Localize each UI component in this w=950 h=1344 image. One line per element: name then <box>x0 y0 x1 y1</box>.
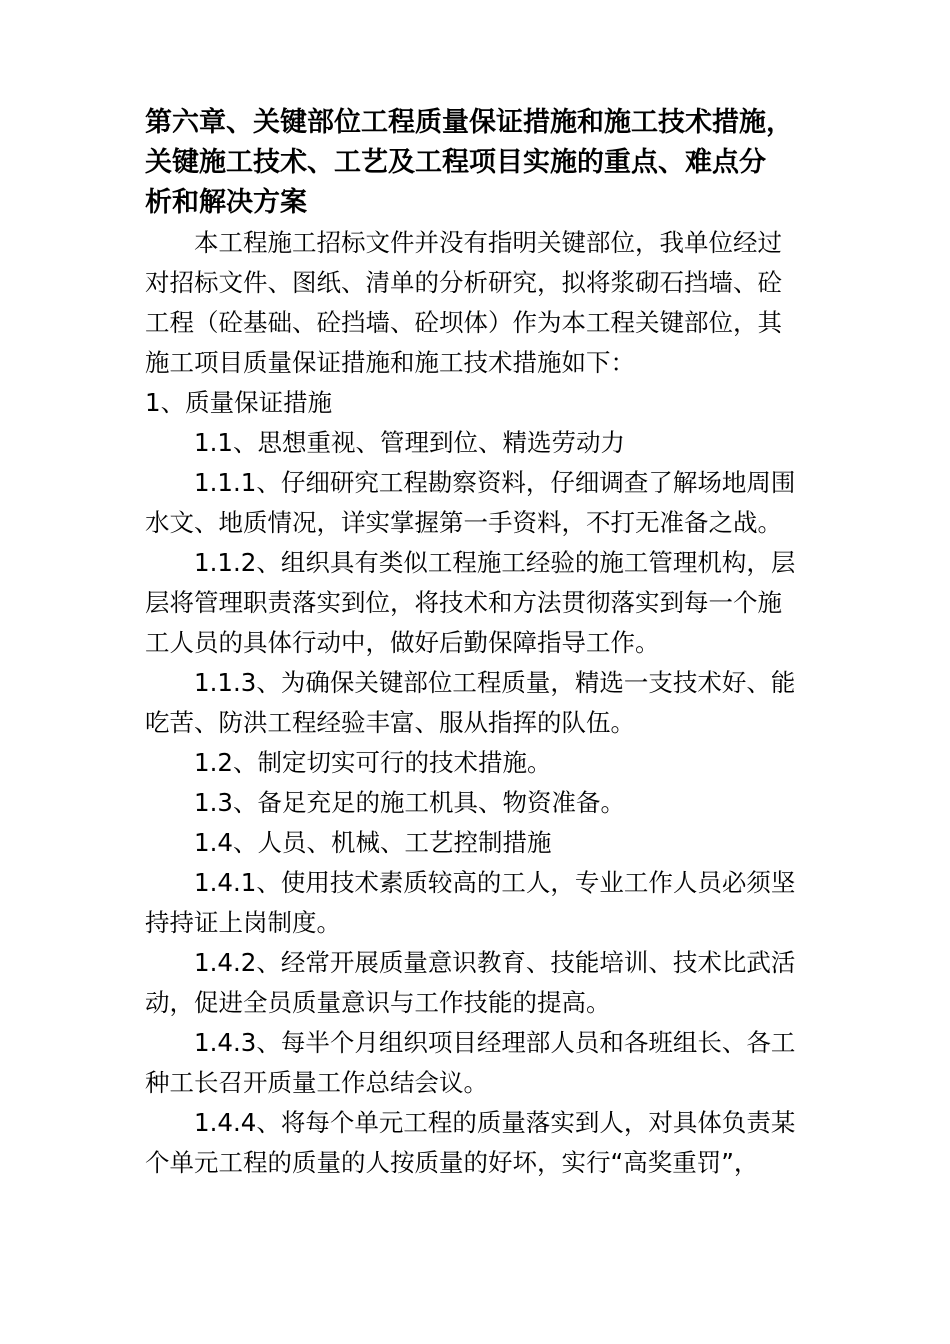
chapter-heading <box>145 103 810 223</box>
text-line: 1.2、制定切实可行的技术措施。 <box>194 748 552 777</box>
paragraph <box>145 1023 810 1103</box>
text-line: 吃苦、防洪工程经验丰富、服从指挥的队伍。 <box>145 708 635 737</box>
text-line: 1.1.3、为确保关键部位工程质量，精选一支技术好、能 <box>194 668 796 697</box>
paragraph <box>145 1103 810 1183</box>
text-line: 水文、地质情况，详实掌握第一手资料，不打无准备之战。 <box>145 508 782 537</box>
paragraph <box>145 943 810 1023</box>
text-line: 1、质量保证措施 <box>145 388 333 417</box>
text-line: 个单元工程的质量的人按质量的好坏，实行“高奖重罚”， <box>145 1148 759 1177</box>
text-line: 动，促进全员质量意识与工作技能的提高。 <box>145 988 611 1017</box>
paragraph <box>145 223 810 383</box>
text-line: 工程（砼基础、砼挡墙、砼坝体）作为本工程关键部位，其 <box>145 308 782 337</box>
document-page <box>145 103 810 1183</box>
text-line: 种工长召开质量工作总结会议。 <box>145 1068 488 1097</box>
text-line: 持持证上岗制度。 <box>145 908 341 937</box>
paragraph <box>145 743 810 783</box>
paragraph <box>145 823 810 863</box>
heading-line: 第六章、关键部位工程质量保证措施和施工技术措施， <box>145 107 793 138</box>
text-line: 层将管理职责落实到位，将技术和方法贯彻落实到每一个施 <box>145 588 782 617</box>
text-line: 本工程施工招标文件并没有指明关键部位，我单位经过 <box>194 228 782 257</box>
text-line: 对招标文件、图纸、清单的分析研究，拟将浆砌石挡墙、砼 <box>145 268 782 297</box>
paragraph <box>145 383 810 423</box>
document-body <box>145 223 810 1183</box>
text-line: 1.1.1、仔细研究工程勘察资料，仔细调查了解场地周围 <box>194 468 796 497</box>
heading-line: 关键施工技术、工艺及工程项目实施的重点、难点分 <box>145 147 766 178</box>
text-line: 1.4.4、将每个单元工程的质量落实到人，对具体负责某 <box>194 1108 796 1137</box>
text-line: 1.1、思想重视、管理到位、精选劳动力 <box>194 428 625 457</box>
text-line: 1.3、备足充足的施工机具、物资准备。 <box>194 788 625 817</box>
text-line: 1.4.1、使用技术素质较高的工人，专业工作人员必须坚 <box>194 868 796 897</box>
heading-line: 析和解决方案 <box>145 187 307 218</box>
paragraph <box>145 423 810 463</box>
text-line: 工人员的具体行动中，做好后勤保障指导工作。 <box>145 628 660 657</box>
paragraph <box>145 543 810 663</box>
text-line: 1.1.2、组织具有类似工程施工经验的施工管理机构，层 <box>194 548 796 577</box>
text-line: 1.4、人员、机械、工艺控制措施 <box>194 828 552 857</box>
paragraph <box>145 663 810 743</box>
paragraph <box>145 463 810 543</box>
text-line: 1.4.3、每半个月组织项目经理部人员和各班组长、各工 <box>194 1028 796 1057</box>
text-line: 施工项目质量保证措施和施工技术措施如下： <box>145 348 635 377</box>
paragraph <box>145 863 810 943</box>
text-line: 1.4.2、经常开展质量意识教育、技能培训、技术比武活 <box>194 948 796 977</box>
paragraph <box>145 783 810 823</box>
